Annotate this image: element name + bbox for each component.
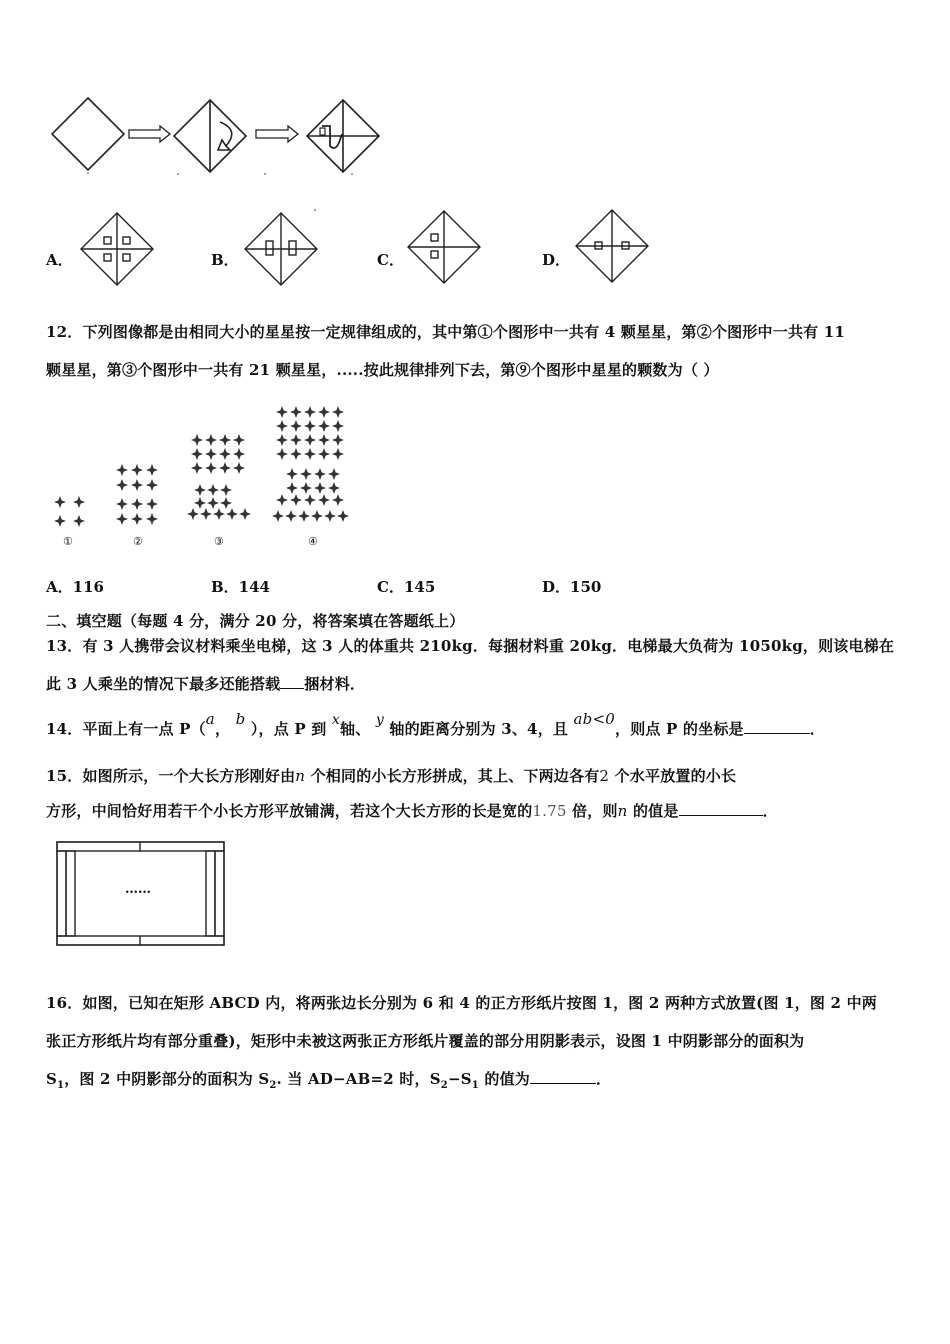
q12-option-b[interactable]: B．144 [211, 578, 270, 596]
q14-text-7: ． [809, 720, 825, 738]
q14-condition: ab<0 [573, 710, 615, 728]
section-2-heading: 二、填空题（每题 4 分，满分 20 分，将答案填在答题纸上） [46, 612, 465, 630]
q16-question-line-2: 张正方形纸片均有部分重叠)，矩形中未被这两张正方形纸片覆盖的部分用阴影表示，设图 1 中阴影部分的面积为 [46, 1032, 805, 1050]
q15-text-2d: ． [762, 802, 778, 820]
q16-sub-1: 1 [57, 1080, 65, 1091]
q12-option-c[interactable]: C．145 [377, 578, 436, 596]
q14-text-2: ， [214, 720, 231, 738]
q16-sub-2: 2 [269, 1080, 277, 1091]
q15-text-2a: 方形，中间恰好用若干个小长方形平放铺满，若这个大长方形的长是宽的 [46, 802, 533, 820]
q12-figure-label-2: ② [133, 535, 143, 548]
q16-text-e: 的值为 [478, 1070, 530, 1088]
q14-text-5: 轴的距离分别为 3、4，且 [389, 720, 569, 738]
q15-text-1a: 15．如图所示，一个大长方形刚好由 [46, 767, 296, 785]
q14-text-6: ，则点 P 的坐标是 [615, 720, 744, 738]
q13-text-a: 此 3 人乘坐的情况下最多还能搭载 [46, 675, 281, 693]
q15-text-1b: 个相同的小长方形拼成，其上、下两边各有 [310, 767, 600, 785]
q11-option-c-label[interactable]: C． [377, 251, 404, 269]
q12-question-line-2: 颗星星，第③个图形中一共有 21 颗星星，.....按此规律排列下去，第⑨个图形中星星的颗数为（ ） [46, 361, 719, 379]
q13-question-line-1: 13．有 3 人携带会议材料乘坐电梯，这 3 人的体重共 210kg．每捆材料重 20kg．电梯最大负荷为 1050kg，则该电梯在 [46, 637, 895, 655]
q16-sub-3: 2 [440, 1080, 448, 1091]
q14-var-a: a [205, 710, 215, 728]
q11-option-a-label[interactable]: A． [46, 251, 73, 269]
q15-text-2c: 的值是 [632, 802, 679, 820]
q16-question-line-1: 16．如图，已知在矩形 ABCD 内，将两张边长分别为 6 和 4 的正方形纸片按图 1，图 2 两种方式放置(图 1，图 2 中两 [46, 994, 878, 1012]
q14-var-x: x [331, 712, 340, 728]
q16-text-f: ． [595, 1070, 612, 1088]
q15-text-1c: 个水平放置的小长 [614, 767, 737, 785]
q12-figure-label-4: ④ [308, 535, 318, 548]
q12-question-line-1: 12．下列图像都是由相同大小的星星按一定规律组成的，其中第①个图形中一共有 4 颗星星，第②个图形中一共有 11 [46, 323, 846, 341]
q16-s: S [46, 1070, 58, 1088]
q14-text-4: 轴、 [340, 720, 371, 738]
q15-ratio: 1.75 [532, 802, 567, 820]
q11-option-b-label[interactable]: B． [211, 251, 239, 269]
q16-answer-blank[interactable] [530, 1069, 596, 1084]
q15-figure-ellipsis: …… [125, 882, 151, 897]
q13-text-b: 捆材料． [304, 675, 366, 693]
q11-option-d-label[interactable]: D． [542, 251, 571, 269]
q12-option-d[interactable]: D．150 [542, 578, 602, 596]
q12-figure-label-3: ③ [214, 535, 224, 548]
q16-question-line-3 [46, 1068, 611, 1091]
q12-figure-label-1: ① [63, 535, 73, 548]
q16-text-b: ，图 2 中阴影部分的面积为 S [64, 1070, 270, 1088]
q14-var-y: y [375, 712, 384, 728]
q15-text-2b: 倍，则 [572, 802, 618, 820]
q15-var-n-2: n [617, 802, 628, 820]
q15-number-two: 2 [599, 767, 610, 785]
q14-text-3: ），点 P 到 [250, 720, 327, 738]
q12-option-a[interactable]: A．116 [46, 578, 104, 596]
q16-sub-4: 1 [471, 1080, 479, 1091]
q16-text-d: −S [447, 1070, 472, 1088]
q14-var-b: b [235, 710, 246, 728]
q16-text-c: . 当 AD−AB=2 时，S [276, 1070, 441, 1088]
q14-text-1: 14．平面上有一点 P（ [46, 720, 206, 738]
q15-var-n: n [295, 767, 306, 785]
